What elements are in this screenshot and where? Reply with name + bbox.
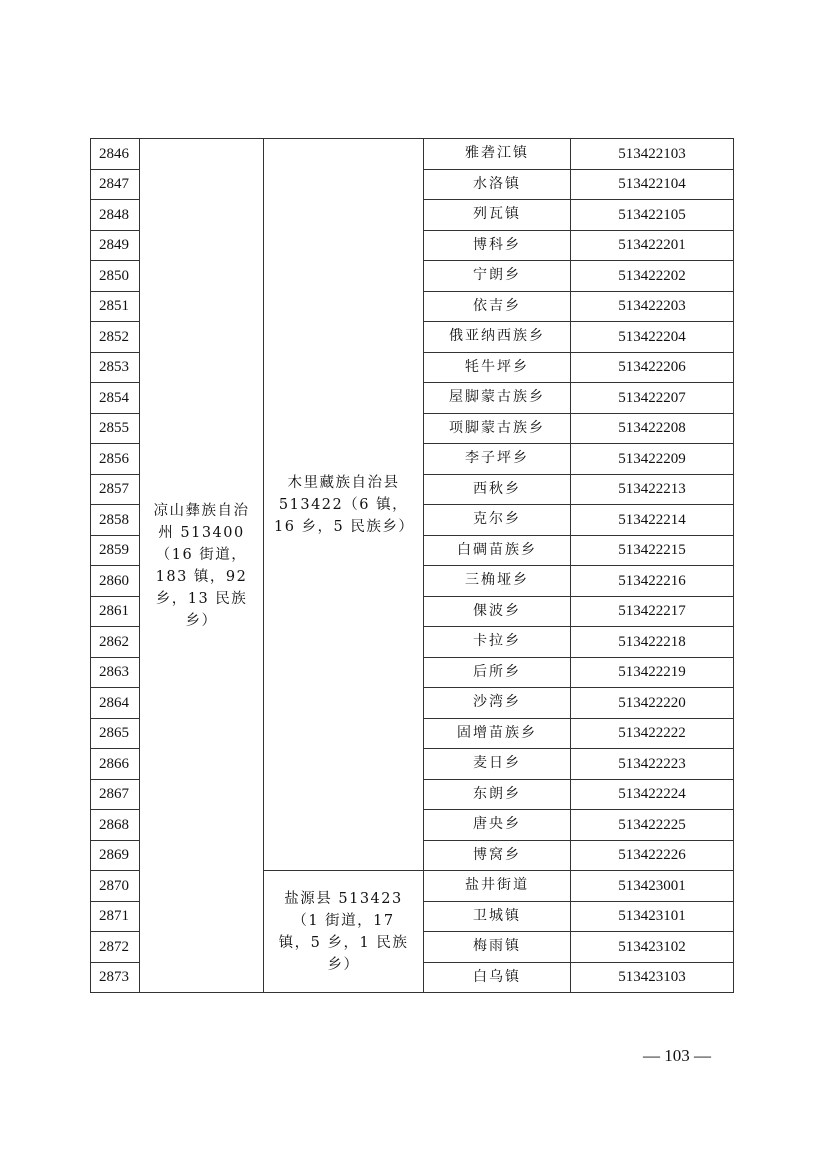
division-code: 513422226 bbox=[571, 840, 734, 871]
division-code: 513422213 bbox=[571, 474, 734, 505]
row-number: 2857 bbox=[91, 474, 140, 505]
town-name: 雅砻江镇 bbox=[424, 139, 571, 170]
row-number: 2859 bbox=[91, 535, 140, 566]
division-code: 513422202 bbox=[571, 261, 734, 292]
division-code: 513422216 bbox=[571, 566, 734, 597]
town-name: 列瓦镇 bbox=[424, 200, 571, 231]
row-number: 2869 bbox=[91, 840, 140, 871]
division-code: 513422219 bbox=[571, 657, 734, 688]
row-number: 2852 bbox=[91, 322, 140, 353]
division-code: 513423103 bbox=[571, 962, 734, 993]
prefecture-label: 凉山彝族自治州 513400（16 街道，183 镇，92 乡，13 民族乡） bbox=[153, 502, 250, 629]
town-name: 倮波乡 bbox=[424, 596, 571, 627]
town-name: 梅雨镇 bbox=[424, 932, 571, 963]
town-name: 麦日乡 bbox=[424, 749, 571, 780]
division-code: 513422215 bbox=[571, 535, 734, 566]
division-code: 513422201 bbox=[571, 230, 734, 261]
town-name: 屋脚蒙古族乡 bbox=[424, 383, 571, 414]
town-name: 牦牛坪乡 bbox=[424, 352, 571, 383]
division-code: 513422222 bbox=[571, 718, 734, 749]
town-name: 水洛镇 bbox=[424, 169, 571, 200]
town-name: 西秋乡 bbox=[424, 474, 571, 505]
page-number: — 103 — bbox=[643, 1046, 711, 1065]
division-code: 513422204 bbox=[571, 322, 734, 353]
town-name: 俄亚纳西族乡 bbox=[424, 322, 571, 353]
division-code: 513422209 bbox=[571, 444, 734, 475]
town-name: 卡拉乡 bbox=[424, 627, 571, 658]
town-name: 卫城镇 bbox=[424, 901, 571, 932]
row-number: 2870 bbox=[91, 871, 140, 902]
row-number: 2858 bbox=[91, 505, 140, 536]
town-name: 李子坪乡 bbox=[424, 444, 571, 475]
row-number: 2872 bbox=[91, 932, 140, 963]
division-code: 513422214 bbox=[571, 505, 734, 536]
row-number: 2867 bbox=[91, 779, 140, 810]
county-cell-yanyuan bbox=[264, 871, 424, 993]
town-name: 依吉乡 bbox=[424, 291, 571, 322]
row-number: 2868 bbox=[91, 810, 140, 841]
town-name: 东朗乡 bbox=[424, 779, 571, 810]
town-name: 宁朗乡 bbox=[424, 261, 571, 292]
row-number: 2866 bbox=[91, 749, 140, 780]
row-number: 2851 bbox=[91, 291, 140, 322]
division-code: 513422218 bbox=[571, 627, 734, 658]
row-number: 2863 bbox=[91, 657, 140, 688]
row-number: 2855 bbox=[91, 413, 140, 444]
row-number: 2860 bbox=[91, 566, 140, 597]
town-name: 唐央乡 bbox=[424, 810, 571, 841]
county-cell-muli bbox=[264, 139, 424, 871]
row-number: 2873 bbox=[91, 962, 140, 993]
division-code: 513422206 bbox=[571, 352, 734, 383]
town-name: 白乌镇 bbox=[424, 962, 571, 993]
division-code: 513422220 bbox=[571, 688, 734, 719]
row-number: 2862 bbox=[91, 627, 140, 658]
division-code: 513422224 bbox=[571, 779, 734, 810]
division-code: 513422223 bbox=[571, 749, 734, 780]
row-number: 2847 bbox=[91, 169, 140, 200]
table-body bbox=[91, 139, 734, 993]
town-name: 项脚蒙古族乡 bbox=[424, 413, 571, 444]
division-code: 513423102 bbox=[571, 932, 734, 963]
county-label: 木里藏族自治县 513422（6 镇，16 乡，5 民族乡） bbox=[274, 474, 415, 535]
row-number: 2864 bbox=[91, 688, 140, 719]
division-code: 513422225 bbox=[571, 810, 734, 841]
division-code: 513422217 bbox=[571, 596, 734, 627]
town-name: 博窝乡 bbox=[424, 840, 571, 871]
town-name: 固增苗族乡 bbox=[424, 718, 571, 749]
town-name: 克尔乡 bbox=[424, 505, 571, 536]
row-number: 2856 bbox=[91, 444, 140, 475]
division-code: 513422207 bbox=[571, 383, 734, 414]
row-number: 2853 bbox=[91, 352, 140, 383]
division-code: 513422203 bbox=[571, 291, 734, 322]
row-number: 2848 bbox=[91, 200, 140, 231]
row-number: 2854 bbox=[91, 383, 140, 414]
row-number: 2871 bbox=[91, 901, 140, 932]
division-code-table bbox=[90, 138, 734, 993]
row-number: 2861 bbox=[91, 596, 140, 627]
table-row bbox=[91, 139, 734, 170]
town-name: 盐井街道 bbox=[424, 871, 571, 902]
town-name: 后所乡 bbox=[424, 657, 571, 688]
row-number: 2846 bbox=[91, 139, 140, 170]
division-code: 513422103 bbox=[571, 139, 734, 170]
town-name: 沙湾乡 bbox=[424, 688, 571, 719]
prefecture-cell bbox=[140, 139, 264, 993]
row-number: 2865 bbox=[91, 718, 140, 749]
division-code: 513422104 bbox=[571, 169, 734, 200]
division-code: 513423001 bbox=[571, 871, 734, 902]
county-label: 盐源县 513423（1 街道，17 镇，5 乡，1 民族乡） bbox=[278, 890, 409, 973]
row-number: 2850 bbox=[91, 261, 140, 292]
town-name: 博科乡 bbox=[424, 230, 571, 261]
division-code: 513422105 bbox=[571, 200, 734, 231]
town-name: 白碉苗族乡 bbox=[424, 535, 571, 566]
division-code: 513422208 bbox=[571, 413, 734, 444]
division-code: 513423101 bbox=[571, 901, 734, 932]
town-name: 三桷垭乡 bbox=[424, 566, 571, 597]
row-number: 2849 bbox=[91, 230, 140, 261]
